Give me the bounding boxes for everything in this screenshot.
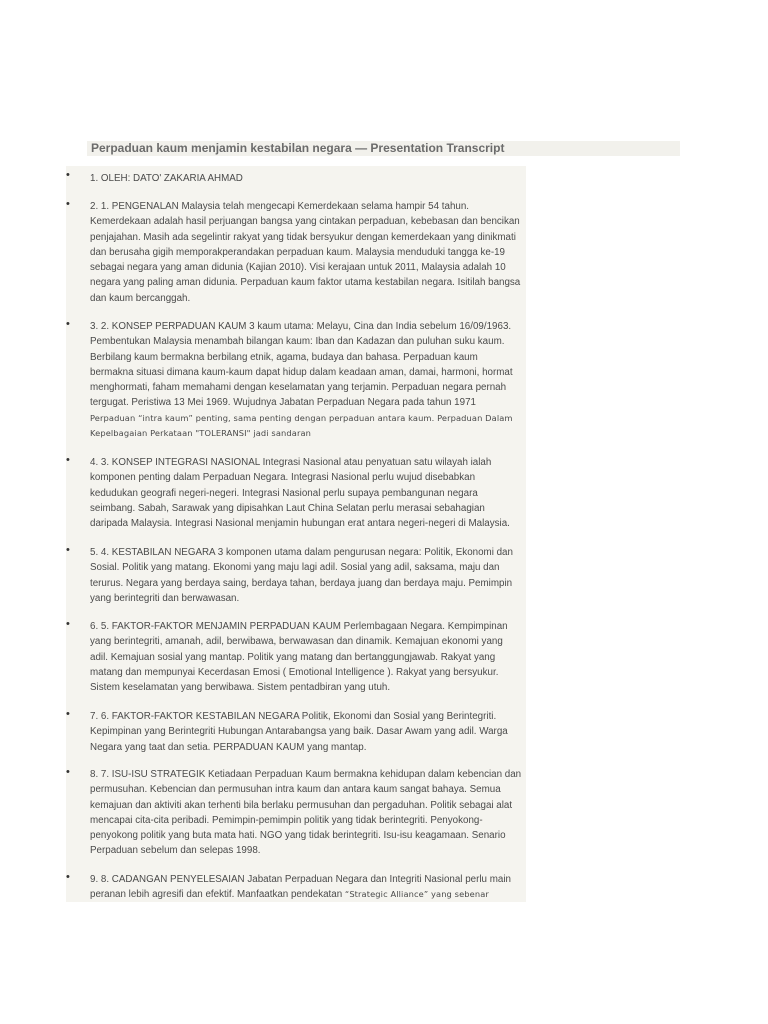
item-text: 4. 3. KONSEP INTEGRASI NASIONAL Integrasi Nasional atau penyatuan satu wilayah ialah komponen penting dalam Perpaduan Negara. Integrasi Nasional perlu wujud disebabkan kedudukan geografi negeri-negeri. Integrasi Nasional perlu supaya pembangunan negara seimbang. Sabah, Sarawak yang dipisahkan Laut China Selatan perlu merasai sebahagian daripada Malaysia. Integrasi Nasional menjamin hubungan erat antara negeri-negeri di Malaysia. [90,457,510,530]
item-body: 9. 8. CADANGAN PENYELESAIAN Jabatan Perpaduan Negara dan Integriti Nasional perlu main peranan lebih agresifi dan efektif. Manfaatkan pendekatan [90,874,511,901]
item-text [90,319,522,441]
transcript-panel [66,166,526,902]
bullet-icon: • [66,871,70,883]
item-text: 7. 6. FAKTOR-FAKTOR KESTABILAN NEGARA Politik, Ekonomi dan Sosial yang Berintegriti. Kepimpinan yang Berintegriti Hubungan Antarabangsa yang baik. Dasar Awam yang adil. Warga Negara yang taat dan setia. PERPADUAN KAUM yang mantap. [90,711,508,753]
item-text: 6. 5. FAKTOR-FAKTOR MENJAMIN PERPADUAN KAUM Perlembagaan Negara. Kempimpinan yang berintegriti, amanah, adil, berwibawa, berwawasan dan dinamik. Kemajuan ekonomi yang adil. Kemajuan sosial yang mantap. Politik yang matang dan bertanggungjawab. Rakyat yang matang dan mempunyai Kecerdasan Emosi ( Emotional Intelligence ). Rakyat yang bersyukur. Sistem keselamatan yang berwibawa. Sistem pentadbiran yang utuh. [90,621,508,694]
bullet-icon: • [66,169,70,181]
bullet-icon: • [66,454,70,466]
bullet-icon: • [66,198,70,210]
bullet-icon: • [66,766,70,778]
bullet-icon: • [66,544,70,556]
item-text [90,872,522,902]
bullet-icon: • [66,708,70,720]
item-text: 5. 4. KESTABILAN NEGARA 3 komponen utama dalam pengurusan negara: Politik, Ekonomi dan Sosial. Politik yang matang. Ekonomi yang maju lagi adil. Sosial yang adil, saksama, maju dan terurus. Negara yang berdaya saing, berdaya tahan, berdaya juang dan berdaya maju. Pemimpin yang berintegriti dan berwawasan. [90,547,513,604]
bullet-icon: • [66,318,70,330]
item-text: 1. OLEH: DATO' ZAKARIA AHMAD [90,173,243,184]
item-text: 2. 1. PENGENALAN Malaysia telah mengecapi Kemerdekaan selama hampir 54 tahun. Kemerdekaan adalah hasil perjuangan bangsa yang cintakan perpaduan, kebebasan dan bencikan penjajahan. Masih ada segelintir rakyat yang tidak bersyukur dengan kemerdekaan yang dinikmati dan berusaha gigih memporakperandakan perpaduan kaum. Malaysia menduduki tangga ke-19 sebagai negara yang aman didunia (Kajian 2010). Visi kerajaan untuk 2011, Malaysia adalah 10 negara yang paling aman didunia. Perpaduan kaum faktor utama kestabilan negara. Isitilah bangsa dan kaum bercanggah. [90,201,521,304]
item-body: 3. 2. KONSEP PERPADUAN KAUM 3 kaum utama: Melayu, Cina dan India sebelum 16/09/1963. Pembentukan Malaysia menambah bilangan kaum: Iban dan Kadazan dan puluhan suku kaum. Berbilang kaum bermakna berbilang etnik, agama, budaya dan bahasa. Perpaduan kaum bermakna situasi dimana kaum-kaum dapat hidup dalam keadaan aman, damai, harmoni, hormat menghormati, faham memahami dengan keselamatan yang terjamin. Perpaduan negara pernah tergugat. Peristiwa 13 Mei 1969. Wujudnya Jabatan Perpaduan Negara pada tahun 1971 [90,321,513,409]
item-small-text: “Strategic Alliance” yang sebenar [344,889,489,900]
item-text: 8. 7. ISU-ISU STRATEGIK Ketiadaan Perpaduan Kaum bermakna kehidupan dalam kebencian dan permusuhan. Kebencian dan permusuhan intra kaum dan antara kaum sangat bahaya. Semua kemajuan dan aktiviti akan terhenti bila berlaku permusuhan dan pergaduhan. Politik sebagai alat mencapai cita-cita peribadi. Pemimpin-pemimpin politik yang tidak berintegriti. Penyokong-penyokong politik yang buta mata hati. NGO yang tidak berintegriti. Isu-isu keagamaan. Senario Perpaduan sebelum dan selepas 1998. [90,769,522,857]
item-small-text: Perpaduan “intra kaum” penting, sama penting dengan perpaduan antara kaum. Perpaduan Dalam Kepelbagaian Perkataan "TOLERANSI" jadi sandaran [90,412,513,439]
page-title: Perpaduan kaum menjamin kestabilan negara — Presentation Transcript [91,141,505,155]
bullet-icon: • [66,618,70,630]
